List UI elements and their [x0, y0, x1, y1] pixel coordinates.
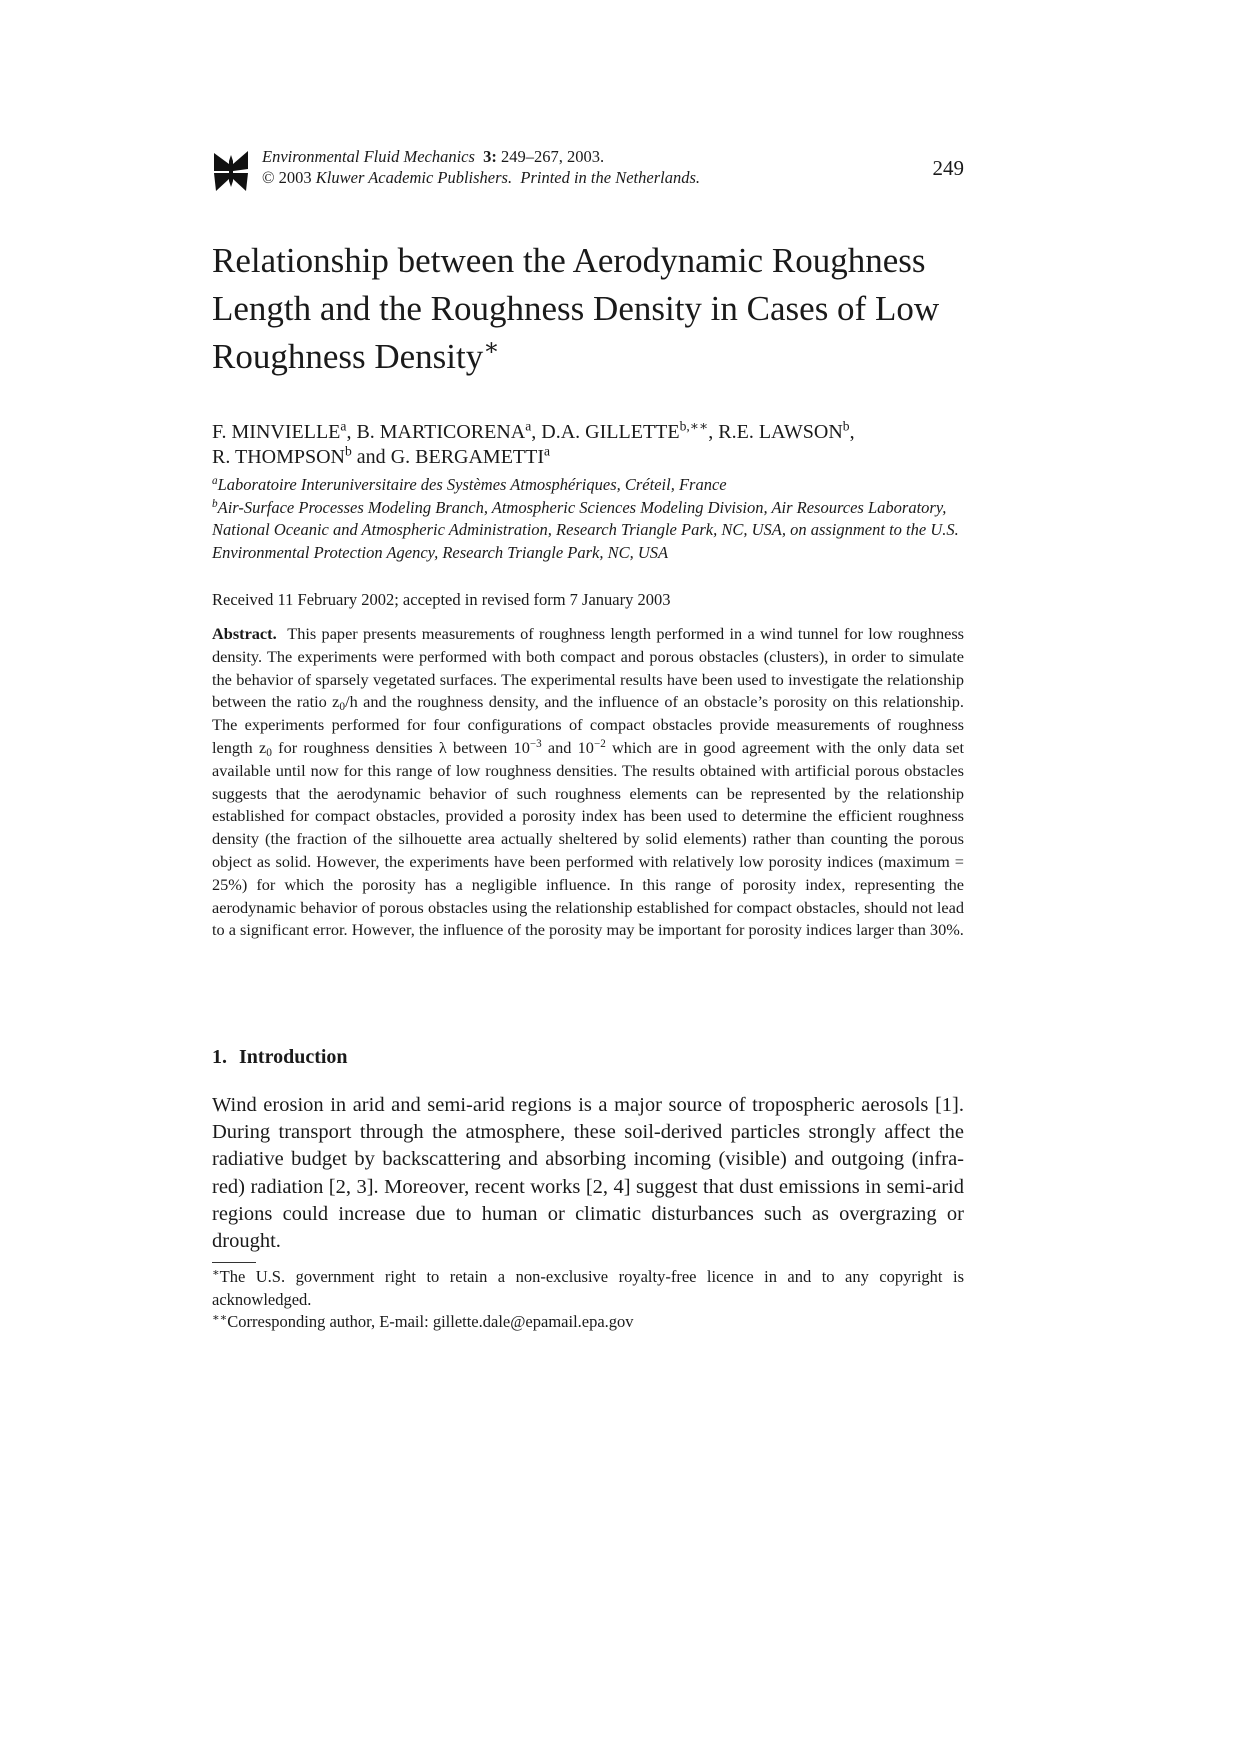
footnote — [212, 1266, 964, 1311]
author-affil-mark: b — [842, 418, 850, 434]
footnote-text: Corresponding author, E-mail: gillette.dale@epamail.epa.gov — [227, 1312, 634, 1331]
footnote — [212, 1311, 964, 1334]
footnote-mark: ∗ — [212, 1266, 220, 1279]
abstract-label: Abstract. — [212, 624, 277, 643]
affiliation-key: a — [212, 474, 218, 487]
abstract-text: which are in good agreement with the only data set available until now for this range of low roughness densities. The results obtained with artificial porous obstacles suggests that the aerodynamic behavior of such roughness elements can be represented by the relationship established for compact obstacles, provided a porosity index has been used to determine the efficient roughness density (the fraction of the silhouette area actually sheltered by solid elements) rather than counting the porous object as solid. However, the experiments have been performed with relatively low porosity indices (maximum = 25%) for which the porosity has a negligible influence. In this range of porosity index, representing the aerodynamic behavior of porous obstacles using the relationship established for compact obstacles, should not lead to a significant error. However, the influence of the porosity may be important for porosity indices larger than 30%. — [212, 737, 964, 940]
affiliation-key: b — [212, 497, 218, 510]
exponent: −2 — [593, 737, 606, 750]
publisher-logo-icon — [212, 149, 250, 193]
subscript: 0 — [339, 701, 346, 714]
title-footnote-mark: ∗ — [483, 334, 500, 361]
affiliations — [212, 474, 972, 564]
footnote-rule — [212, 1262, 256, 1263]
subscript: 0 — [266, 746, 272, 759]
abstract-text: This paper presents measurements of roughness length performed in a wind tunnel for low roughness density. The experiments were performed with both compact and porous obstacles (clusters), in order to simulate the behavior of sparsely vegetated surfaces. The experimental results have been used to investigate the relationship between the ratio z — [212, 624, 965, 712]
footnotes — [212, 1266, 964, 1334]
author-affil-mark: a — [340, 418, 347, 434]
affiliation-text: Laboratoire Interuniversitaire des Systèmes Atmosphériques, Créteil, France — [217, 475, 727, 494]
journal-volume: 3: — [483, 147, 497, 166]
received-dates: Received 11 February 2002; accepted in revised form 7 January 2003 — [212, 590, 671, 609]
title-text: Relationship between the Aerodynamic Roughness Length and the Roughness Density in Cases of Low Roughness Density — [212, 241, 940, 376]
author-affil-mark: b,∗∗ — [679, 418, 709, 434]
publisher-name: Kluwer Academic Publishers. — [315, 168, 513, 187]
section-number: 1. — [212, 1046, 227, 1068]
author-name: G. BERGAMETTI — [390, 446, 545, 468]
author-affil-mark: a — [544, 443, 551, 459]
footnote-text: The U.S. government right to retain a non-exclusive royalty-free licence in and to any copyright is acknowledged. — [212, 1267, 964, 1309]
journal-pages: 249–267, 2003. — [501, 147, 605, 166]
journal-name: Environmental Fluid Mechanics — [262, 147, 475, 166]
abstract-text: /h and the roughness density, and the influence of an obstacle’s porosity on this relationship. The experiments performed for four configurations of compact obstacles provide measurements of roughness length z — [212, 692, 964, 757]
affiliation-text: Air-Surface Processes Modeling Branch, Atmospheric Sciences Modeling Division, Air Resources Laboratory, National Oceanic and Atmospheric Administration, Research Triangle Park, NC, USA, on assignment to the U.S. Environmental Protection Agency, Research Triangle Park, NC, USA — [212, 497, 959, 562]
author-name: D.A. GILLETTE — [541, 421, 680, 443]
author-affil-mark: b — [345, 443, 352, 459]
author-name: R. THOMPSON — [212, 446, 345, 468]
paper-title — [212, 237, 972, 381]
affiliation — [212, 497, 972, 565]
section-title: Introduction — [239, 1046, 348, 1068]
author-name: B. MARTICORENA — [356, 421, 526, 443]
author-name: F. MINVIELLE — [212, 421, 341, 443]
affiliation — [212, 474, 972, 497]
journal-citation — [262, 146, 700, 188]
copyright-year: 2003 — [278, 168, 312, 187]
author-list: F. MINVIELLE$^a$, B. MARTICORENA$^a$, D.A. $GILLETTE^{b,∗∗}$, R.E. LAWSON$^b$, R. THOMPSON$^b$ and G. BERGAMETTI$^a$ — [212, 418, 855, 468]
exponent: −3 — [529, 737, 542, 750]
page-number: 249 — [932, 156, 964, 180]
footnote-mark: ∗∗ — [212, 1311, 228, 1324]
section-heading — [212, 1046, 348, 1069]
journal-header — [212, 146, 964, 196]
author-name: R.E. LAWSON — [718, 421, 843, 443]
author-affil-mark: a — [525, 418, 532, 434]
author-conjunction: and — [356, 446, 386, 468]
printed-note: Printed in the Netherlands. — [520, 168, 701, 187]
abstract — [212, 623, 964, 942]
copyright-symbol: © — [262, 168, 275, 187]
abstract-text: for roughness densities λ between 10 — [271, 737, 530, 757]
abstract-text: and 10 — [541, 737, 594, 757]
intro-paragraph: Wind erosion in arid and semi-arid regions is a major source of tropospheric aerosols [1]. During transport through the atmosphere, these soil-derived particles strongly affect the radiative budget by backscattering and absorbing incoming (visible) and outgoing (infra-red) radiation [2, 3]. Moreover, recent works [2, 4] suggest that dust emissions in semi-arid regions could increase due to human or climatic disturbances such as overgrazing or drought. — [212, 1094, 964, 1253]
